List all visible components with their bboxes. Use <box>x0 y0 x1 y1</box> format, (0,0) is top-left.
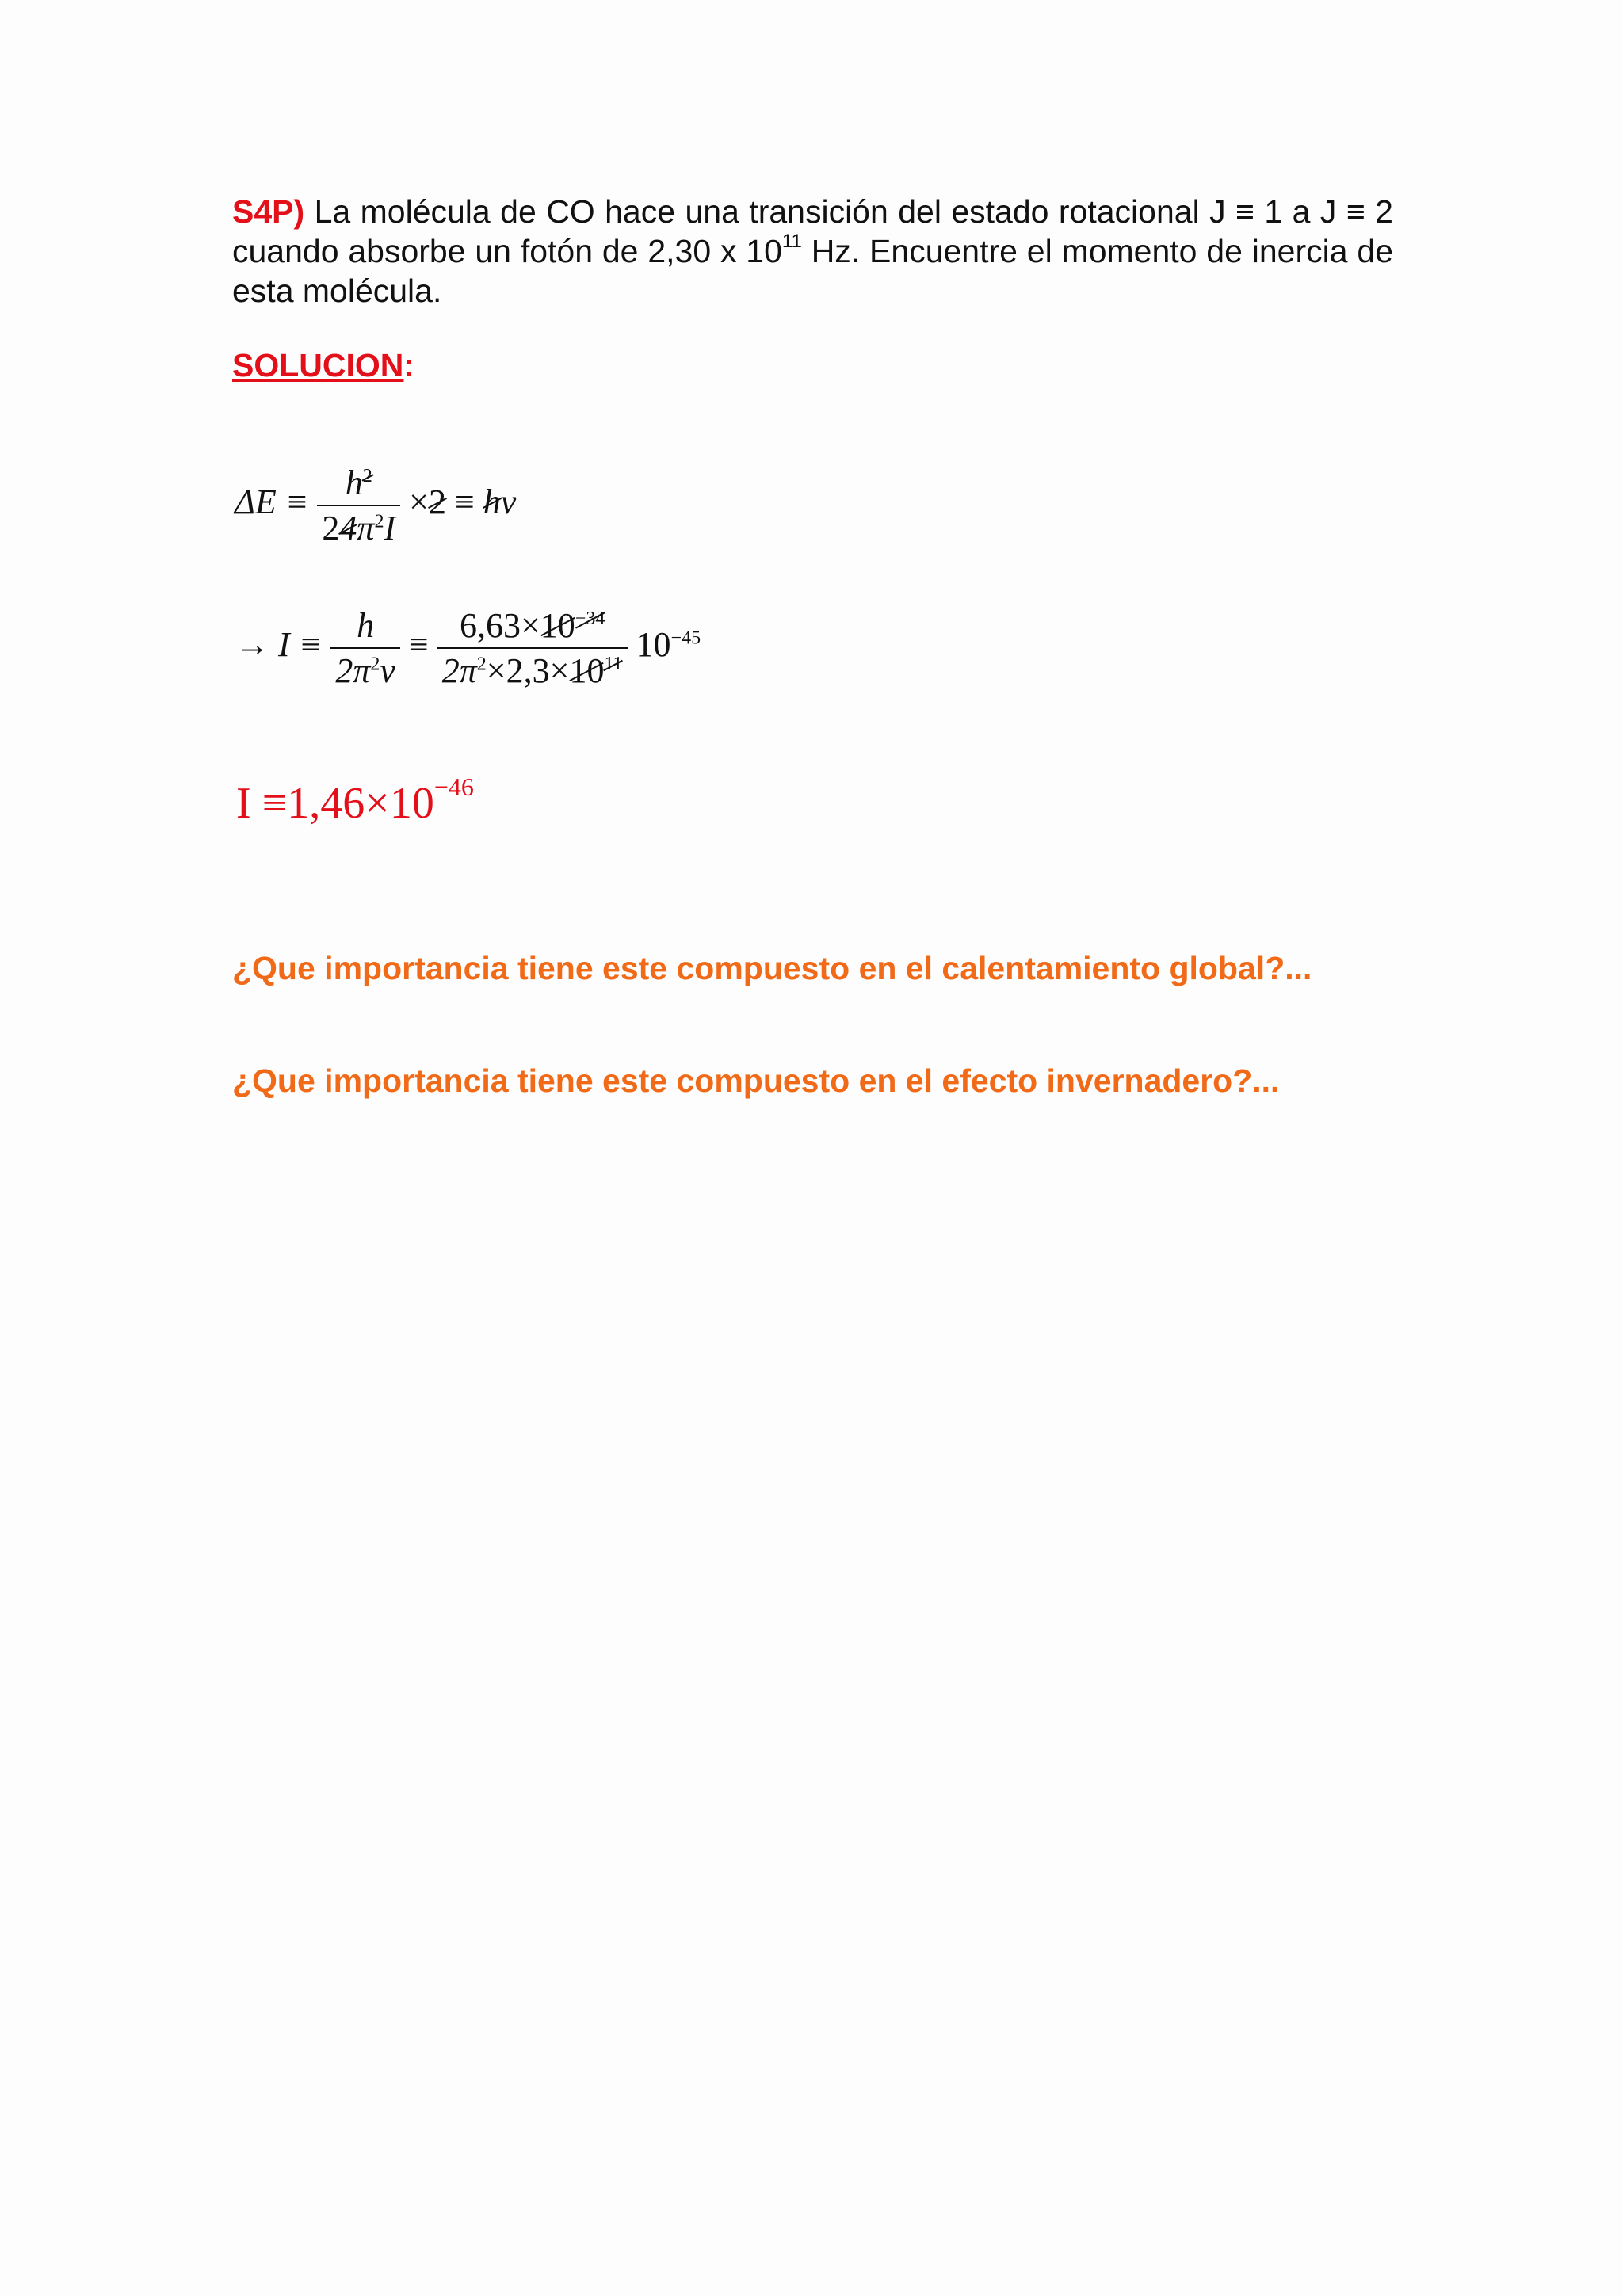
eq1-nu: ν <box>500 482 517 522</box>
solution-heading <box>232 347 414 384</box>
eq1-numerator: h2 <box>345 463 372 502</box>
eq2-numeric-numerator: 6,63×10−34 <box>459 606 605 645</box>
eq1-denominator: $24\pi^2I$ <box>317 505 400 548</box>
eq2-denominator: $2\pi^2\nu$ <box>330 647 400 691</box>
eq2-tail: 10 <box>636 625 671 665</box>
problem-text-part1: La molécula de CO hace una transición del estado rotacional J ≡ 1 a J ≡ 2 cuando absorbe un fotón de 2,30 x 10 <box>232 193 1393 269</box>
eq2-numerator: h <box>357 606 375 645</box>
eq2-fraction-numeric <box>437 605 628 691</box>
question-global-warming: ¿Que importancia tiene este compuesto en el calentamiento global?... <box>232 950 1312 986</box>
question-greenhouse-effect: ¿Que importancia tiene este compuesto en el efecto invernadero?... <box>232 1062 1280 1099</box>
inertia-equation <box>235 605 701 691</box>
solution-heading-colon: : <box>403 347 415 383</box>
problem-statement <box>232 192 1393 311</box>
eq1-two: 2 <box>428 482 446 522</box>
eq2-equiv: ≡ <box>408 625 429 665</box>
eq1-times: × <box>409 482 429 522</box>
eq2-fraction-symbolic <box>330 605 400 691</box>
eq1-lhs: ΔE ≡ <box>235 482 309 522</box>
eq2-tail-exponent: −45 <box>670 627 701 649</box>
eq1-equiv: ≡ <box>454 482 475 522</box>
eq1-fraction <box>317 463 400 548</box>
problem-text-part2: Hz. Encuentre el momento de inercia de esta molécula. <box>232 233 1393 309</box>
eq2-arrow: → <box>235 625 269 665</box>
result-exponent: −46 <box>433 772 474 802</box>
problem-exponent: 11 <box>781 231 802 253</box>
result-equation <box>236 772 474 829</box>
problem-label: S4P) <box>232 193 305 230</box>
eq1-h: h <box>483 482 501 522</box>
result-base: I ≡1,46×10 <box>236 779 434 828</box>
solution-heading-word: SOLUCION <box>232 347 404 383</box>
eq2-lhs: I ≡ <box>278 625 323 665</box>
eq2-numeric-denominator: $2\pi^2\times 2,3\times 1011$ <box>437 647 628 691</box>
energy-equation <box>235 463 516 548</box>
